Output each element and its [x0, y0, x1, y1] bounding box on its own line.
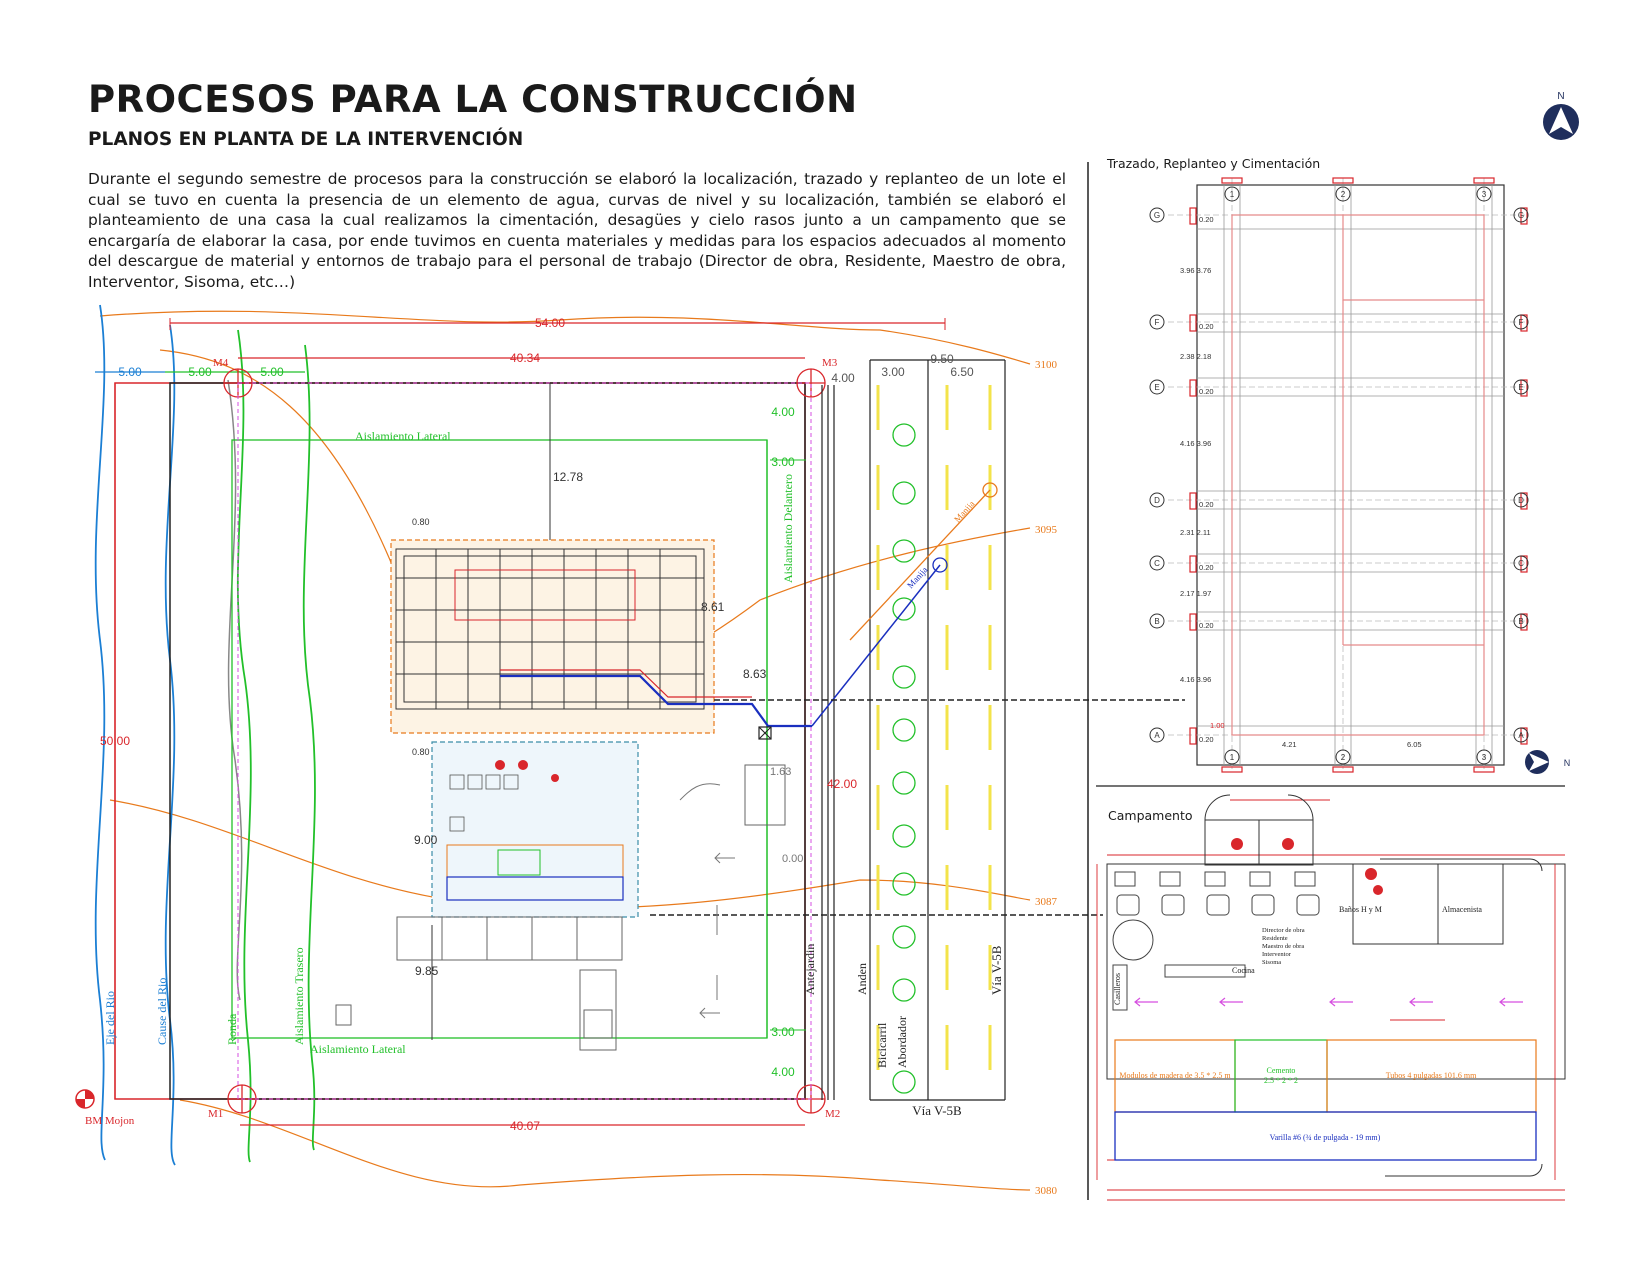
svg-text:BM Mojon: BM Mojon	[85, 1115, 135, 1127]
svg-text:Aislamiento Trasero: Aislamiento Trasero	[292, 947, 306, 1045]
svg-text:0.20: 0.20	[1199, 735, 1214, 744]
svg-text:9.00: 9.00	[414, 833, 438, 847]
svg-text:9.50: 9.50	[930, 352, 954, 366]
svg-text:0.20: 0.20	[1199, 621, 1214, 630]
svg-text:50.00: 50.00	[99, 734, 131, 748]
svg-text:4.21: 4.21	[1282, 740, 1297, 749]
svg-text:Ronda: Ronda	[225, 1013, 239, 1045]
site-plan	[76, 305, 1185, 1197]
svg-text:Cause del Rio: Cause del Rio	[155, 977, 169, 1045]
svg-text:Almacenista: Almacenista	[1442, 905, 1482, 914]
svg-text:4.16 3.96: 4.16 3.96	[1180, 675, 1212, 684]
foundation-plan	[1150, 178, 1528, 772]
svg-text:3.00: 3.00	[771, 1025, 795, 1039]
svg-text:5.00: 5.00	[188, 365, 212, 379]
svg-text:Antejardin: Antejardin	[803, 943, 817, 995]
svg-text:1: 1	[1229, 190, 1235, 199]
svg-text:54.00: 54.00	[534, 316, 566, 330]
svg-text:5.00: 5.00	[118, 365, 142, 379]
svg-text:0.20: 0.20	[1199, 563, 1214, 572]
camp-footprint	[432, 742, 638, 917]
svg-text:3: 3	[1481, 753, 1487, 762]
svg-text:Interventor: Interventor	[1262, 951, 1291, 958]
svg-text:Abordador: Abordador	[895, 1016, 909, 1068]
svg-text:4.16 3.96: 4.16 3.96	[1180, 439, 1212, 448]
svg-text:Casilleros: Casilleros	[1113, 973, 1122, 1005]
svg-text:3100: 3100	[1035, 359, 1057, 371]
svg-text:M2: M2	[825, 1108, 841, 1120]
svg-text:M1: M1	[208, 1108, 224, 1120]
lot-boundary	[115, 383, 805, 1099]
svg-text:3: 3	[1481, 190, 1487, 199]
svg-text:A: A	[1154, 731, 1160, 740]
svg-text:3.00: 3.00	[881, 365, 905, 379]
svg-text:8.63: 8.63	[743, 667, 767, 681]
svg-text:1: 1	[1229, 753, 1235, 762]
svg-text:0.20: 0.20	[1199, 500, 1214, 509]
intro-paragraph: Durante el segundo semestre de procesos para la construcción se elaboró la localización, trazado y replanteo de un lote el cual se tuvo en cuenta la presencia de un elemento de agua, curvas de nivel y su localización, también se elaboró el planteamiento de una casa la cual realizamos la cimentación, desagües y cielo rasos junto a un campamento que se encargaría de elaborar la casa, por ende tuvimos en cuenta materiales y medidas para los espacios adecuados al momento del descargue de material y entornos de trabajo para el personal de trabajo (Director de obra, Residente, Maestro de obra, Interventor, Sisoma, etc…)	[88, 170, 1066, 291]
svg-text:0.80: 0.80	[412, 517, 430, 527]
svg-text:6.50: 6.50	[950, 365, 974, 379]
svg-text:5.00: 5.00	[260, 365, 284, 379]
svg-text:3095: 3095	[1035, 524, 1057, 536]
svg-text:3.96 3.76: 3.96 3.76	[1180, 266, 1212, 275]
svg-text:Bicicarril: Bicicarril	[875, 1022, 889, 1068]
svg-text:G: G	[1517, 211, 1525, 220]
svg-text:Cemento: Cemento	[1266, 1066, 1296, 1075]
svg-text:3080: 3080	[1035, 1185, 1057, 1197]
svg-text:0.20: 0.20	[1199, 215, 1214, 224]
svg-text:Anden: Anden	[855, 963, 869, 995]
svg-text:E: E	[1518, 383, 1524, 392]
svg-text:F: F	[1518, 318, 1524, 327]
svg-text:2.17 1.97: 2.17 1.97	[1180, 589, 1212, 598]
svg-text:Vía V-5B: Vía V-5B	[989, 945, 1004, 995]
foundation-plan-label: Trazado, Replanteo y Cimentación	[1107, 156, 1321, 171]
svg-text:2.31 2.11: 2.31 2.11	[1180, 528, 1211, 537]
svg-text:2: 2	[1340, 190, 1346, 199]
svg-text:Tubos 4 pulgadas 101.6 mm: Tubos 4 pulgadas 101.6 mm	[1385, 1071, 1477, 1080]
north-arrow-icon	[1543, 91, 1579, 140]
road-lines	[822, 360, 1005, 1100]
svg-text:Vía V-5B: Vía V-5B	[912, 1103, 962, 1118]
svg-text:Director de obra: Director de obra	[1262, 927, 1305, 934]
svg-text:N: N	[1557, 91, 1565, 102]
svg-text:4.00: 4.00	[831, 371, 855, 385]
setback-outline	[232, 440, 767, 1038]
svg-text:Aislamiento Lateral: Aislamiento Lateral	[355, 429, 451, 443]
svg-text:3.00: 3.00	[771, 455, 795, 469]
svg-text:E: E	[1154, 383, 1160, 392]
svg-text:C: C	[1154, 559, 1160, 568]
svg-text:Aislamiento Lateral: Aislamiento Lateral	[310, 1042, 406, 1056]
bm-marker-icon	[76, 1090, 94, 1108]
svg-text:2.38 2.18: 2.38 2.18	[1180, 352, 1212, 361]
ronda-line	[238, 330, 251, 1162]
page-subtitle: PLANOS EN PLANTA DE LA INTERVENCIÓN	[88, 129, 524, 150]
svg-text:0.80: 0.80	[412, 747, 430, 757]
svg-text:9.85: 9.85	[415, 964, 439, 978]
svg-text:Varilla #6 (¾ de pulgada - 19: Varilla #6 (¾ de pulgada - 19 mm)	[1269, 1133, 1381, 1142]
svg-text:3087: 3087	[1035, 896, 1057, 908]
svg-text:6.05: 6.05	[1407, 740, 1422, 749]
svg-text:Residente: Residente	[1262, 935, 1288, 942]
svg-text:Manija: Manija	[905, 564, 930, 591]
svg-text:Aislamiento Delantero: Aislamiento Delantero	[781, 474, 795, 583]
svg-text:8.61: 8.61	[701, 600, 725, 614]
svg-text:N: N	[1563, 758, 1571, 768]
svg-text:2: 2	[1340, 753, 1346, 762]
camp-plan	[1097, 795, 1565, 1200]
svg-text:Maestro de obra: Maestro de obra	[1262, 943, 1305, 950]
svg-text:A: A	[1518, 731, 1524, 740]
svg-text:F: F	[1154, 318, 1160, 327]
north-arrow-small-icon	[1525, 750, 1570, 774]
svg-text:40.34: 40.34	[509, 351, 541, 365]
svg-text:1.00: 1.00	[1210, 721, 1225, 730]
trees	[893, 424, 915, 1093]
svg-text:Modulos de madera de 3.5 * 2.5: Modulos de madera de 3.5 * 2.5 m	[1119, 1071, 1231, 1080]
svg-text:D: D	[1154, 496, 1160, 505]
svg-text:Manija: Manija	[952, 498, 977, 525]
svg-text:40.07: 40.07	[509, 1119, 541, 1133]
house-footprint	[391, 540, 714, 733]
svg-text:1.63: 1.63	[770, 766, 792, 778]
svg-text:Eje del Rio: Eje del Rio	[103, 991, 117, 1045]
svg-text:42.00: 42.00	[826, 777, 858, 791]
svg-text:Sisoma: Sisoma	[1262, 959, 1282, 966]
svg-text:G: G	[1153, 211, 1161, 220]
svg-text:B: B	[1154, 617, 1160, 626]
svg-text:Baños H y M: Baños H y M	[1339, 905, 1382, 914]
svg-text:12.78: 12.78	[553, 470, 584, 484]
svg-text:4.00: 4.00	[771, 1065, 795, 1079]
svg-text:M3: M3	[822, 357, 838, 369]
svg-text:Cocina: Cocina	[1232, 966, 1255, 975]
svg-text:0.00: 0.00	[782, 853, 804, 865]
svg-text:D: D	[1518, 496, 1524, 505]
svg-text:0.20: 0.20	[1199, 322, 1214, 331]
svg-text:M4: M4	[213, 357, 229, 369]
svg-text:0.20: 0.20	[1199, 387, 1214, 396]
camp-plan-label: Campamento	[1108, 808, 1193, 823]
page-title: PROCESOS PARA LA CONSTRUCCIÓN	[88, 78, 858, 121]
svg-text:4.00: 4.00	[771, 405, 795, 419]
svg-text:B: B	[1518, 617, 1524, 626]
svg-text:C: C	[1518, 559, 1524, 568]
svg-text:2.5 * 2 * 2: 2.5 * 2 * 2	[1264, 1076, 1298, 1085]
